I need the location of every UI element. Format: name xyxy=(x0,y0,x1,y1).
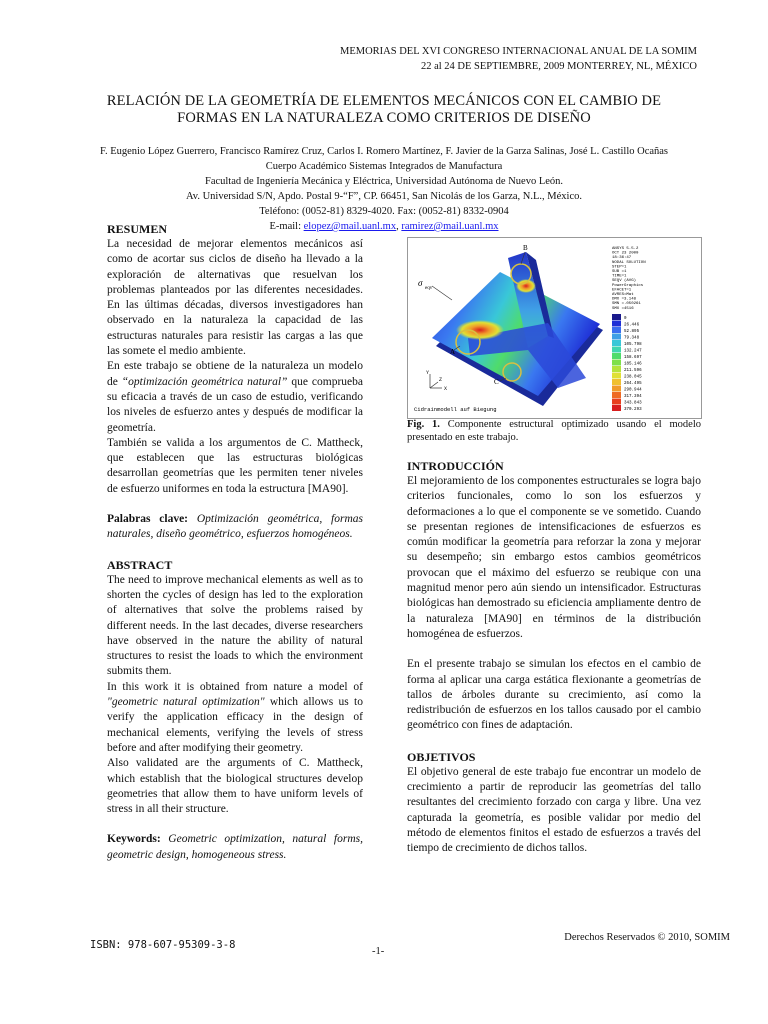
abstract-heading: ABSTRACT xyxy=(107,557,173,572)
resumen-p2-c: que comprueba su eficacia a través de un caso de estudio, verificando los niveles de esfuerzo antes y después de modificar la geometría. xyxy=(107,375,363,434)
ansys-info-line: ANSYS 5.5.2 xyxy=(612,247,639,251)
legend-swatch xyxy=(612,386,621,392)
abstract-p2-c: which allows us to verify the application efficacy in the design of mechanical elements, verifying the levels of stress before and after modifying their geometry. xyxy=(107,696,363,754)
legend-swatch xyxy=(612,366,621,372)
ansys-info-line: DMX =3.148 xyxy=(612,297,637,302)
resumen-heading: RESUMEN xyxy=(107,222,168,236)
stress-concentration-left xyxy=(456,320,504,340)
title-line-1: RELACIÓN DE LA GEOMETRÍA DE ELEMENTOS MECÁNICOS CON EL CAMBIO DE xyxy=(106,93,662,109)
legend-swatch xyxy=(612,399,621,405)
right-column xyxy=(407,459,701,857)
legend-value: 0 xyxy=(624,317,627,321)
legend-value: 132.247 xyxy=(624,349,642,354)
axes-triad xyxy=(426,370,447,392)
abstract-paragraph-1: The need to improve mechanical elements as well as to shorten the cycles of design has led to the exploration of alternatives that solve the problems raised by different needs. In the last decades, diverse researchers have observed in the nature the ability of natural structures to resist the loads to which the environment submits them. xyxy=(107,573,363,678)
header-line-1: MEMORIAS DEL XVI CONGRESO INTERNACIONAL ANUAL DE LA SOMIM xyxy=(340,46,697,57)
abstract-p2-a: In this work it is obtained from nature a model of xyxy=(107,680,363,693)
abstract-paragraph-3: Also validated are the arguments of C. Mattheck, which establish that the biological structures develop geometries that allow them to have uniform levels of stress in all their structure. xyxy=(107,757,363,816)
stress-concentration-top xyxy=(516,279,536,293)
legend-value: 158.697 xyxy=(624,356,642,360)
running-header xyxy=(340,44,697,74)
resumen-paragraph-1: La necesidad de mejorar elementos mecánicos así como de acortar sus ciclos de diseño ha llevado a la exploración de alternativas que resuelvan los problemas planteados por las diferentes necesidades. En las últimas décadas, diversos investigadores han observado en la naturaleza la capacidad de las estructuras naturales para resistir las cargas a las que las somete el medio ambiente. xyxy=(107,238,363,358)
resumen-paragraph-2 xyxy=(107,359,363,435)
ansys-info-line: STEP=1 xyxy=(612,265,627,270)
legend-value: 211.596 xyxy=(624,369,642,373)
legend-swatch xyxy=(612,360,621,366)
author-faculty: Facultad de Ingeniería Mecánica y Eléctrica, Universidad Autónoma de Nuevo León. xyxy=(204,176,564,187)
legend-swatch xyxy=(612,379,621,385)
legend-value: 317.394 xyxy=(624,395,642,399)
legend-swatch xyxy=(612,321,621,327)
legend-value: 105.798 xyxy=(624,343,642,347)
ansys-info-line: SMN =.050261 xyxy=(612,302,641,307)
ansys-info-block xyxy=(612,247,646,311)
figure-caption xyxy=(407,418,701,444)
label-sigma-sub: eqv xyxy=(425,286,433,291)
legend-swatch xyxy=(612,314,621,320)
color-legend xyxy=(612,314,642,412)
isbn: ISBN: 978-607-95309-3-8 xyxy=(90,939,236,951)
introduccion-heading: INTRODUCCIÓN xyxy=(407,459,504,473)
legend-value: 370.293 xyxy=(624,408,642,412)
figure-caption-text: Componente estructural optimizado usando el modelo presentado en este trabajo. xyxy=(407,419,701,443)
header-line-2: 22 al 24 DE SEPTIEMBRE, 2009 MONTERREY, NL, MÉXICO xyxy=(420,61,697,72)
ansys-info-line: PowerGraphics xyxy=(612,283,644,288)
resumen-paragraph-3: También se valida a los argumentos de C. Mattheck, que establecen que las estructuras biológicas desarrollan geometrías que les permiten tener niveles de esfuerzo uniformes en toda la estructura [MA90]. xyxy=(107,436,363,495)
palabras-clave-text: Optimización geométrica, formas naturales, diseño geométrico, esfuerzos homogéneos. xyxy=(107,513,363,541)
figure-1 xyxy=(407,237,702,419)
author-address: Av. Universidad S/N, Apdo. Postal 9-“F”, CP. 66451, San Nicolás de los Garza, N.L., México. xyxy=(185,191,583,202)
figure-footer-text: Cidrainmodell auf Biegung xyxy=(414,406,497,413)
legend-value: 264.495 xyxy=(624,382,642,386)
legend-value: 290.944 xyxy=(624,388,642,393)
fem-stress-plot xyxy=(408,238,701,418)
objetivos-paragraph-1: El objetivo general de este trabajo fue encontrar un modelo de crecimiento a partir de reproducir las geometrías del tallo resultantes del crecimiento forzado con carga y libre. Una vez capturada la geometría, es posible validar por medio del método de elementos finitos el estado de esfuerzos a través del tiempo de crecimiento de dichos tallos. xyxy=(407,765,701,855)
email-link-1[interactable]: elopez@mail.uanl.mx xyxy=(303,221,397,232)
label-sigma: σ xyxy=(418,278,423,288)
email-link-2[interactable]: ramirez@mail.uanl.mx xyxy=(401,221,499,232)
author-group: Cuerpo Académico Sistemas Integrados de Manufactura xyxy=(265,161,503,172)
legend-value: 238.045 xyxy=(624,375,642,380)
title-line-2: FORMAS EN LA NATURALEZA COMO CRITERIOS DE DISEÑO xyxy=(177,110,591,126)
ansys-info-line: 18:36:47 xyxy=(612,256,632,261)
legend-swatch xyxy=(612,334,621,340)
legend-value: 26.446 xyxy=(624,323,640,328)
axis-z-label: Z xyxy=(439,377,443,383)
legend-value: 52.895 xyxy=(624,330,640,334)
axis-x-label: X xyxy=(444,386,448,392)
ansys-info-line: SMX =4516 xyxy=(612,306,634,311)
legend-swatch xyxy=(612,392,621,398)
ansys-info-line: NODAL SOLUTION xyxy=(612,260,646,265)
author-phone: Teléfono: (0052-81) 8329-4020. Fax: (0052-81) 8332-0904 xyxy=(259,206,509,217)
keywords-text: Geometric optimization, natural forms, geometric design, homogeneous stress. xyxy=(107,833,363,861)
legend-value: 185.146 xyxy=(624,362,642,367)
keywords-label: Keywords: xyxy=(107,833,161,846)
keywords xyxy=(107,832,363,863)
label-b: B xyxy=(523,244,528,252)
introduccion-paragraph-2: En el presente trabajo se simulan los efectos en el cambio de forma al aplicar una carga estática flexionante a geometrías de tallos de árboles durante su crecimiento, así como la redistribución de esfuerzos en los tallos causado por el cambio geométrico con fines de adaptación. xyxy=(407,658,701,732)
ansys-info-line: SUB =1 xyxy=(612,270,627,274)
ansys-info-line: SEQV (AVG) xyxy=(612,279,637,284)
legend-swatch xyxy=(612,373,621,379)
legend-swatch xyxy=(612,340,621,346)
objetivos-heading: OBJETIVOS xyxy=(407,749,476,764)
abstract-paragraph-2 xyxy=(107,680,363,756)
resumen-p2-italic: “optimización geométrica natural” xyxy=(121,375,288,388)
palabras-clave xyxy=(107,512,363,543)
author-names: F. Eugenio López Guerrero, Francisco Ramírez Cruz, Carlos I. Romero Martínez, F. Javier de la Garza Salinas, José L. Castillo Ocañas xyxy=(99,146,669,157)
figure-caption-label: Fig. 1. xyxy=(407,419,440,430)
legend-swatch xyxy=(612,327,621,333)
label-c: C xyxy=(494,378,499,386)
copyright: Derechos Reservados © 2010, SOMIM xyxy=(564,932,730,943)
email-label: E-mail: xyxy=(269,221,304,232)
legend-value: 79.348 xyxy=(624,336,640,341)
legend-value: 343.843 xyxy=(624,401,642,406)
paper-title xyxy=(60,93,708,127)
email-separator: , xyxy=(396,221,402,232)
legend-swatch xyxy=(612,353,621,359)
ansys-info-line: AVRES=Mat xyxy=(612,293,634,297)
abstract-p2-italic: "geometric natural optimization" xyxy=(107,696,265,709)
ansys-info-line: OCT 23 2000 xyxy=(612,251,639,256)
axis-y-label: Y xyxy=(426,370,430,376)
label-a: A xyxy=(450,348,456,356)
resumen-p2-a: En este trabajo se obtiene de la naturaleza un modelo de xyxy=(107,360,363,388)
ansys-info-line: EFACET=1 xyxy=(612,288,632,293)
introduccion-paragraph-1: El mejoramiento de los componentes estructurales se logra bajo criterios funcionales, como lo son los esfuerzos y deformaciones a lo que el componente se ve sometido. Cuando se presentan regiones de intensificaciones de esfuerzos es común modificar la geometría para reforzar la zona y mejorar su desempeño; sin embargo estos cambios geométricos provocan que el máximo del esfuerzo se reubique con una magnitud menor pero aún siendo un intensificador. Estructuras biológicas han demostrado su eficiencia ampliamente dentro de la naturaleza [MA90] en términos de la distribución homogénea de esfuerzos. xyxy=(407,475,701,640)
legend-swatch xyxy=(612,405,621,411)
ansys-info-line: TIME=1 xyxy=(612,274,627,279)
legend-swatch xyxy=(612,347,621,353)
page-number: -1- xyxy=(372,946,385,957)
left-column xyxy=(107,222,363,863)
author-block xyxy=(30,144,738,234)
palabras-clave-label: Palabras clave: xyxy=(107,513,188,526)
